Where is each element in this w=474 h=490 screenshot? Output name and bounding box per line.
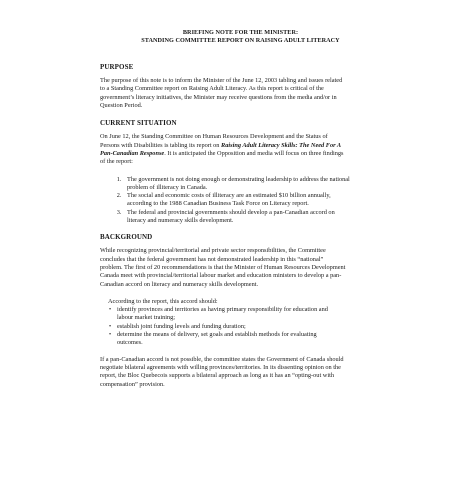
current-situation-heading: CURRENT SITUATION: [100, 119, 177, 128]
background-line: problem. The first of 20 recommendations is that the Minister of Human Resources Development: [100, 263, 346, 271]
bullet-icon: •: [109, 323, 112, 330]
background-line: If a pan-Canadian accord is not possible, the committee states the Government of Canada should: [100, 355, 344, 363]
background-line: Canadian accord on literacy and numeracy skills development.: [100, 280, 259, 288]
background-paragraph-2: [100, 356, 381, 389]
background-line: concludes that the federal government has not demonstrated leadership in this “national”: [100, 255, 324, 263]
accord-item: • identify provinces and territories as having primary responsibility for education and labour market training;: [109, 306, 328, 322]
purpose-heading: PURPOSE: [100, 63, 134, 72]
purpose-paragraph: [100, 77, 381, 110]
background-paragraph: [100, 247, 381, 288]
finding-item: 3. The federal and provincial governments should develop a pan-Canadian accord on literacy and numeracy skills development.: [123, 209, 381, 226]
accord-item: • determine the means of delivery, set goals and establish methods for evaluating outcomes.: [109, 331, 317, 347]
background-line: report, the Bloc Quebecois supports a bilateral approach as long as it has an “opting-out with: [100, 372, 334, 380]
bullet-icon: •: [109, 307, 112, 314]
purpose-line: to a Standing Committee report on Raising Adult Literacy. As this report is critical of the: [100, 85, 324, 93]
purpose-line: government’s literacy initiatives, the Minister may receive questions from the media and/or in: [100, 93, 337, 101]
current-line: of the report:: [100, 158, 133, 166]
title-line-1: BRIEFING NOTE FOR THE MINISTER:: [182, 29, 299, 36]
bullet-icon: •: [109, 332, 112, 339]
purpose-line: Question Period.: [100, 102, 143, 110]
accord-item: • establish joint funding levels and funding duration;: [109, 322, 246, 330]
document-title: [100, 29, 381, 44]
current-situation-paragraph: [100, 133, 381, 166]
background-line: Canada meet with provincial/territorial labour market and education ministers to develop a pan-: [100, 272, 342, 280]
current-line: Persons with Disabilities is tabling its report on: [100, 141, 222, 149]
report-title: Raising Adult Literacy Skills: The Need For A: [221, 141, 342, 149]
accord-intro: According to the report, this accord should:: [108, 297, 218, 305]
background-line: While recognizing provincial/territorial and private sector responsibilities, the Committee: [100, 247, 326, 255]
background-heading: BACKGROUND: [100, 233, 153, 242]
accord-list: [100, 306, 381, 347]
current-line: On June 12, the Standing Committee on Human Resources Development and the Status of: [100, 133, 328, 141]
title-line-2: STANDING COMMITTEE REPORT ON RAISING ADULT LITERACY: [141, 36, 340, 44]
background-line: negotiate bilateral agreements with willing provinces/territories. In its dissenting opinion on the: [100, 363, 341, 371]
finding-item: 2. The social and economic costs of illiteracy are an estimated $10 billion annually, according to the 1988 Canadian Business Task Force on Literacy report.: [123, 192, 381, 209]
background-line: compensation” provision.: [100, 380, 165, 388]
current-line: . It is anticipated the Opposition and media will focus on three findings: [164, 149, 344, 157]
purpose-line: The purpose of this note is to inform the Minister of the June 12, 2003 tabling and issues related: [100, 77, 343, 85]
report-title: Pan-Canadian Response: [100, 149, 165, 157]
findings-list: [100, 176, 381, 226]
finding-item: 1. The government is not doing enough or demonstrating leadership to address the national problem of illiteracy in Canada.: [123, 176, 381, 193]
